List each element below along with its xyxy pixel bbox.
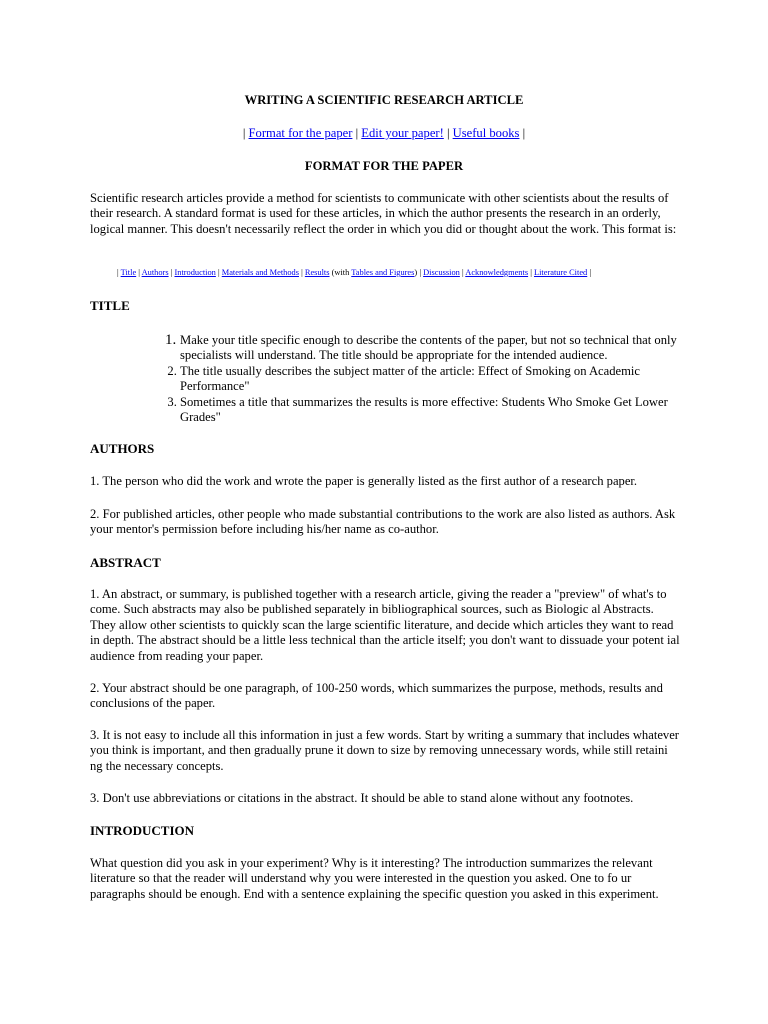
authors-link[interactable]: Authors	[141, 268, 169, 277]
nav-separator: |	[589, 268, 592, 277]
authors-heading: AUTHORS	[90, 441, 155, 456]
nav-separator: |	[419, 268, 421, 277]
edit-your-paper-link[interactable]: Edit your paper!	[361, 126, 444, 140]
format-navigation	[117, 268, 677, 278]
nav-separator: |	[355, 126, 359, 140]
nav-separator: |	[170, 268, 173, 277]
title-guidelines-list	[158, 333, 705, 425]
nav-separator: |	[461, 268, 464, 277]
abstract-paragraph-1: 1. An abstract, or summary, is published together with a research article, giving the reader a "preview" of what's to come. Such abstracts may also be published separately in bibliographical sources, such as Biologic al Abstracts. They allow other scientists to quickly scan the large scientific literature, and decide which articles they want to read in depth. The abstract should be a little less technical than the article itself; you don't want to dissuade your potent ial audience from reading your paper.	[90, 587, 680, 663]
abstract-paragraph-4: 3. Don't use abbreviations or citations in the abstract. It should be able to stand alone without any footnotes.	[90, 791, 634, 805]
intro-paragraph: Scientific research articles provide a method for scientists to communicate with other scientists about the results of their research. A standard format is used for these articles, in which the author presents the research in an orderly, logical manner. This doesn't necessarily reflect the order in which you did or thought about the work. This format is:	[90, 191, 677, 236]
results-link[interactable]: Results	[304, 268, 330, 277]
nav-separator: |	[522, 126, 526, 140]
literature-cited-link[interactable]: Literature Cited	[533, 268, 588, 277]
nav-separator: |	[217, 268, 220, 277]
title-link[interactable]: Title	[120, 268, 137, 277]
introduction-paragraph-1: What question did you ask in your experiment? Why is it interesting? The introduction summarizes the relevant literature so that the reader will understand why you were interested in the question you asked. One to fo ur paragraphs should be enough. End with a sentence explaining the specific question you asked in this experiment.	[90, 856, 659, 901]
nav-separator: |	[301, 268, 303, 277]
nav-separator: |	[446, 126, 450, 140]
top-navigation	[0, 126, 768, 141]
list-item: 2. The title usually describes the subject matter of the article: Effect of Smoking on Academic Performance"	[180, 364, 705, 395]
introduction-link[interactable]: Introduction	[174, 268, 216, 277]
title-heading: TITLE	[90, 298, 130, 313]
format-for-paper-link[interactable]: Format for the paper	[248, 126, 353, 140]
nav-separator: |	[138, 268, 140, 277]
document-title: WRITING A SCIENTIFIC RESEARCH ARTICLE	[244, 93, 524, 107]
acknowledgments-link[interactable]: Acknowledgments	[465, 268, 529, 277]
with-text: (with	[331, 268, 350, 277]
list-item: 3. Sometimes a title that summarizes the results is more effective: Students Who Smoke Get Lower Grades"	[180, 395, 705, 426]
useful-books-link[interactable]: Useful books	[452, 126, 520, 140]
abstract-paragraph-3: 3. It is not easy to include all this information in just a few words. Start by writing a summary that includes whatever you think is important, and then gradually prune it down to size by removing unnecessary words, while still retaini ng the necessary concepts.	[90, 728, 679, 773]
authors-paragraph-1: 1. The person who did the work and wrote the paper is generally listed as the first author of a research paper.	[90, 474, 638, 488]
introduction-heading: INTRODUCTION	[90, 823, 195, 838]
materials-methods-link[interactable]: Materials and Methods	[221, 268, 299, 277]
close-paren: )	[414, 268, 418, 277]
nav-separator: |	[117, 268, 119, 277]
authors-paragraph-2: 2. For published articles, other people who made substantial contributions to the work are also listed as authors. Ask your mentor's permission before including his/her name as co-author.	[90, 507, 676, 537]
discussion-link[interactable]: Discussion	[423, 268, 460, 277]
list-item: 1. Make your title specific enough to describe the contents of the paper, but not so technical that only specialists will understand. The title should be appropriate for the intended audience.	[180, 333, 705, 364]
section-title: FORMAT FOR THE PAPER	[304, 159, 464, 173]
nav-separator: |	[242, 126, 246, 140]
nav-separator: |	[530, 268, 532, 277]
abstract-heading: ABSTRACT	[90, 555, 161, 570]
tables-figures-link[interactable]: Tables and Figures	[351, 268, 415, 277]
abstract-paragraph-2: 2. Your abstract should be one paragraph, of 100-250 words, which summarizes the purpose, methods, results and conclusions of the paper.	[90, 681, 663, 711]
